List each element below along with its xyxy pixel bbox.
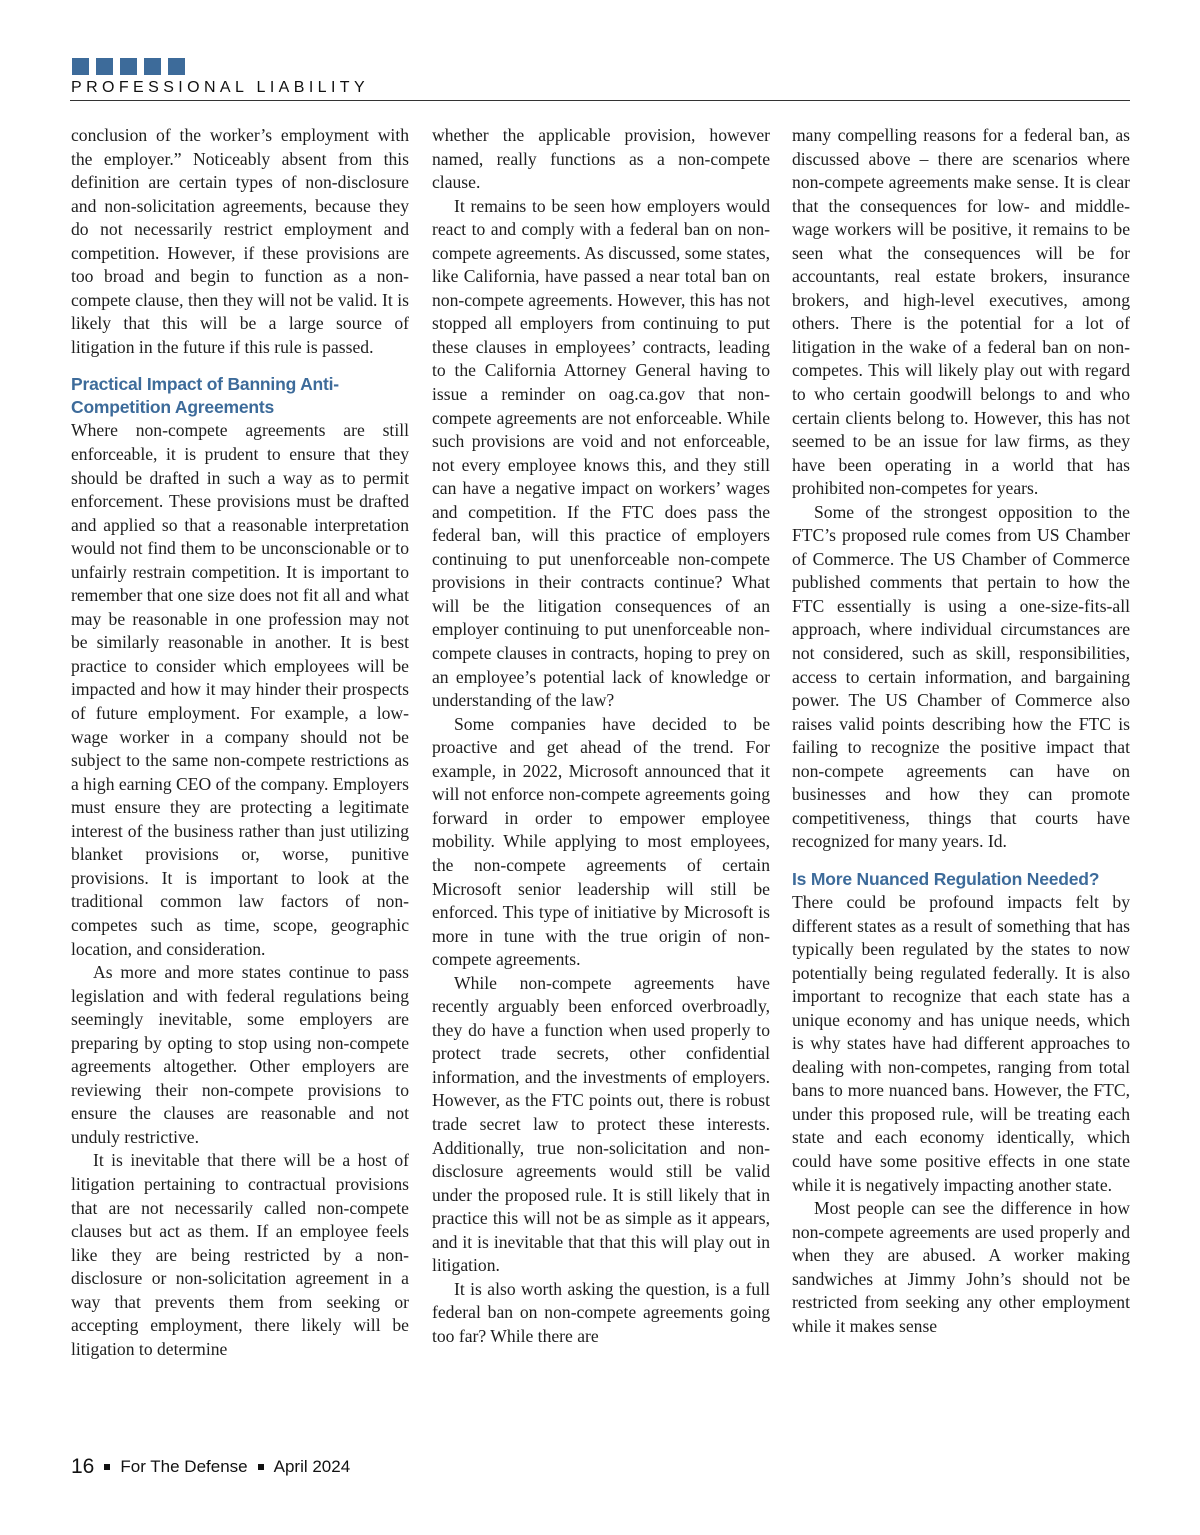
header-squares-decoration (72, 58, 185, 75)
publication-name: For The Defense (120, 1457, 248, 1476)
header-square (168, 58, 185, 75)
body-paragraph: While non-compete agreements have recently arguably been enforced overbroadly, they do have a function when used properly to protect trade secrets, other confidential information, and the investments of employers. However, as the FTC points out, there is robust trade secret law to protect these interests. Additionally, true non-solicitation and non-disclosure agreements would still be valid under the proposed rule. It is still likely that in practice this will not be as simple as it appears, and it is inevitable that that this will play out in litigation. (432, 972, 770, 1276)
article-column-3 (792, 124, 1130, 1434)
header-square (72, 58, 89, 75)
section-heading: Practical Impact of Banning Anti-Competition Agreements (71, 374, 339, 418)
header-square (144, 58, 161, 75)
section-label: PROFESSIONAL LIABILITY (71, 79, 370, 96)
issue-date: April 2024 (273, 1457, 351, 1476)
page-number: 16 (71, 1455, 95, 1478)
body-paragraph: many compelling reasons for a federal ban, as discussed above – there are scenarios where non-compete agreements make sense. It is clear that the consequences for low- and middle-wage workers will be positive, it remains to be seen what the consequences will be for accountants, real estate brokers, insurance brokers, and high-level executives, among others. There is the potential for a lot of litigation in the wake of a federal ban on non-competes. This will likely play out with regard to who certain goodwill belongs to and who certain clients belong to. However, this has not seemed to be an issue for law firms, as they have been operating in a world that has prohibited non-competes for years. (792, 125, 1130, 499)
footer-bullet (258, 1464, 264, 1470)
body-paragraph: There could be profound impacts felt by different states as a result of something that has typically been regulated by the states to now potentially being regulated federally. It is also important to recognize that each state has a unique economy and has unique needs, which is why states have had different approaches to dealing with non-competes, ranging from total bans to more nuanced bans. However, the FTC, under this proposed rule, will be treating each state and each economy identically, which could have some positive effects in one state while it is negatively impacting another state. (792, 891, 1130, 1195)
header-rule (70, 100, 1130, 101)
body-paragraph: As more and more states continue to pass legislation and with federal regulations being seemingly inevitable, some employers are preparing by opting to stop using non-compete agreements altogether. Other employers are reviewing their non-compete provisions to ensure the clauses are reasonable and not unduly restrictive. (71, 962, 409, 1147)
article-column-2 (432, 124, 770, 1434)
body-paragraph: whether the applicable provision, however named, really functions as a non-compete clause. (432, 125, 770, 193)
body-paragraph: Some of the strongest opposition to the FTC’s proposed rule comes from US Chamber of Commerce. The US Chamber of Commerce published comments that pertain to how the FTC essentially is using a one-size-fits-all approach, where individual circumstances are not considered, such as skill, responsibilities, access to certain information, and bargaining power. The US Chamber of Commerce also raises valid points describing how the FTC is failing to recognize the positive impact that non-compete agreements can have on businesses and how they can promote competitiveness, things that courts have recognized for many years. Id. (792, 501, 1130, 852)
body-paragraph: It is inevitable that there will be a host of litigation pertaining to contractual provisions that are not necessarily called non-compete clauses but act as them. If an employee feels like they are being restricted by a non-disclosure or non-solicitation agreement in a way that prevents them from seeking or accepting employment, there likely will be litigation to determine (71, 1150, 409, 1359)
body-paragraph: Most people can see the difference in how non-compete agreements are used properly and when they are abused. A worker making sandwiches at Jimmy John’s should not be restricted from seeking any other employment while it makes sense (792, 1198, 1130, 1336)
section-heading: Is More Nuanced Regulation Needed? (792, 868, 1100, 889)
article-column-1 (71, 124, 409, 1434)
header-square (120, 58, 137, 75)
page-footer (71, 1455, 350, 1479)
body-paragraph: It remains to be seen how employers would react to and comply with a federal ban on non-compete agreements. As discussed, some states, like California, have passed a near total ban on non-compete agreements. However, this has not stopped all employers from continuing to put these clauses in employees’ contracts, leading to the California Attorney General having to issue a reminder on oag.ca.gov that non-compete agreements are not enforceable. While such provisions are void and not enforceable, not every employee knows this, and they still can have a negative impact on workers’ wages and competition. If the FTC does pass the federal ban, will this practice of employers continuing to put unenforceable non-compete provisions in their contracts continue? What will be the litigation consequences of an employer continuing to put unenforceable non-compete clauses in contracts, hoping to prey on an employee’s potential lack of knowledge or understanding of the law? (432, 195, 770, 711)
body-paragraph: Where non-compete agreements are still enforceable, it is prudent to ensure that they should be drafted in such a way as to permit enforcement. These provisions must be drafted and applied so that a reasonable interpretation would not find them to be unconscionable or to unfairly restrain competition. It is important to remember that one size does not fit all and what may be reasonable in one profession may not be similarly reasonable in another. It is best practice to consider which employees will be impacted and how it may hinder their prospects of future employment. For example, a low-wage worker in a company should not be subject to the same non-compete restrictions as a high earning CEO of the company. Employers must ensure they are protecting a legitimate interest of the business rather than just utilizing blanket provisions or, worse, punitive provisions. It is important to look at the traditional common law factors of non-competes such as time, scope, geographic location, and consideration. (71, 420, 409, 959)
header-square (96, 58, 113, 75)
body-paragraph: conclusion of the worker’s employment with the employer.” Noticeably absent from this definition are certain types of non-disclosure and non-solicitation agreements, because they do not necessarily restrict employment and competition. However, if these provisions are too broad and begin to function as a non-compete clause, then they will not be valid. It is likely that this will be a large source of litigation in the future if this rule is passed. (71, 125, 409, 357)
body-paragraph: It is also worth asking the question, is a full federal ban on non-compete agreements going too far? While there are (432, 1278, 770, 1346)
footer-bullet (104, 1464, 110, 1470)
body-paragraph: Some companies have decided to be proactive and get ahead of the trend. For example, in 2022, Microsoft announced that it will not enforce non-compete agreements going forward in order to empower employee mobility. While applying to most employees, the non-compete agreements of certain Microsoft senior leadership will still be enforced. This type of initiative by Microsoft is more in tune with the true origin of non-compete agreements. (432, 713, 770, 970)
